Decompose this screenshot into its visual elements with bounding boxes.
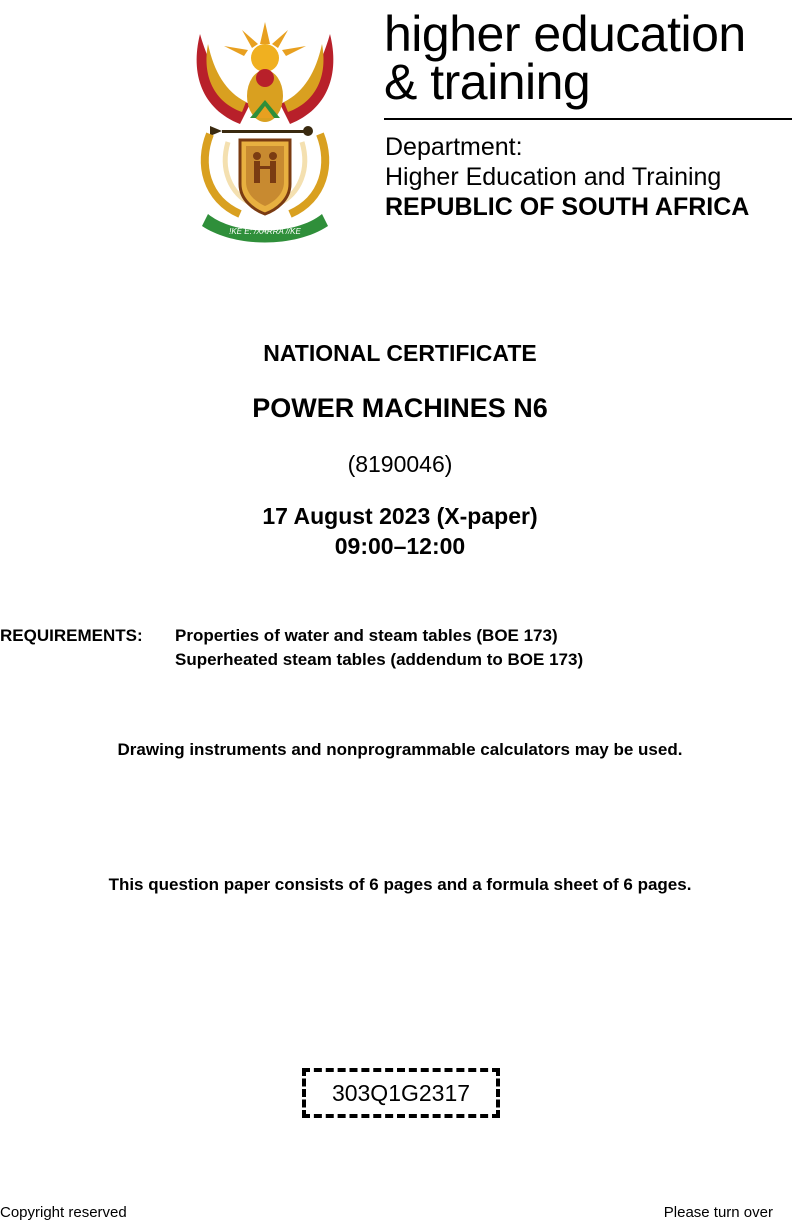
instruction-pages: This question paper consists of 6 pages and a formula sheet of 6 pages. (108, 875, 692, 894)
exam-time: 09:00–12:00 (334, 533, 466, 559)
instruction-tools: Drawing instruments and nonprogrammable calculators may be used. (117, 740, 683, 759)
subject-code: (8190046) (347, 451, 453, 477)
footer-copyright: Copyright reserved (0, 1204, 127, 1221)
department-label: Department: (385, 133, 523, 161)
footer-turn-over: Please turn over (663, 1204, 773, 1221)
department-name: Higher Education and Training (385, 163, 722, 191)
brand-line-1: higher education (384, 6, 746, 62)
emblem-motto: !KE E: /XARRA //KE (229, 227, 301, 236)
country-name: REPUBLIC OF SOUTH AFRICA (385, 193, 750, 221)
requirements-label: REQUIREMENTS: (0, 626, 143, 645)
coat-of-arms-emblem (180, 14, 350, 244)
certificate-title: NATIONAL CERTIFICATE (263, 340, 537, 366)
subject-title: POWER MACHINES N6 (252, 393, 548, 423)
paper-code: 303Q1G2317 (331, 1079, 471, 1106)
requirement-item: Superheated steam tables (addendum to BOE 173) (175, 650, 584, 669)
brand-line-2: & training (384, 54, 591, 110)
requirement-item: Properties of water and steam tables (BOE 173) (175, 626, 558, 645)
brand-divider (384, 118, 792, 120)
exam-date: 17 August 2023 (X-paper) (262, 503, 538, 529)
paper-code-box (302, 1068, 500, 1118)
